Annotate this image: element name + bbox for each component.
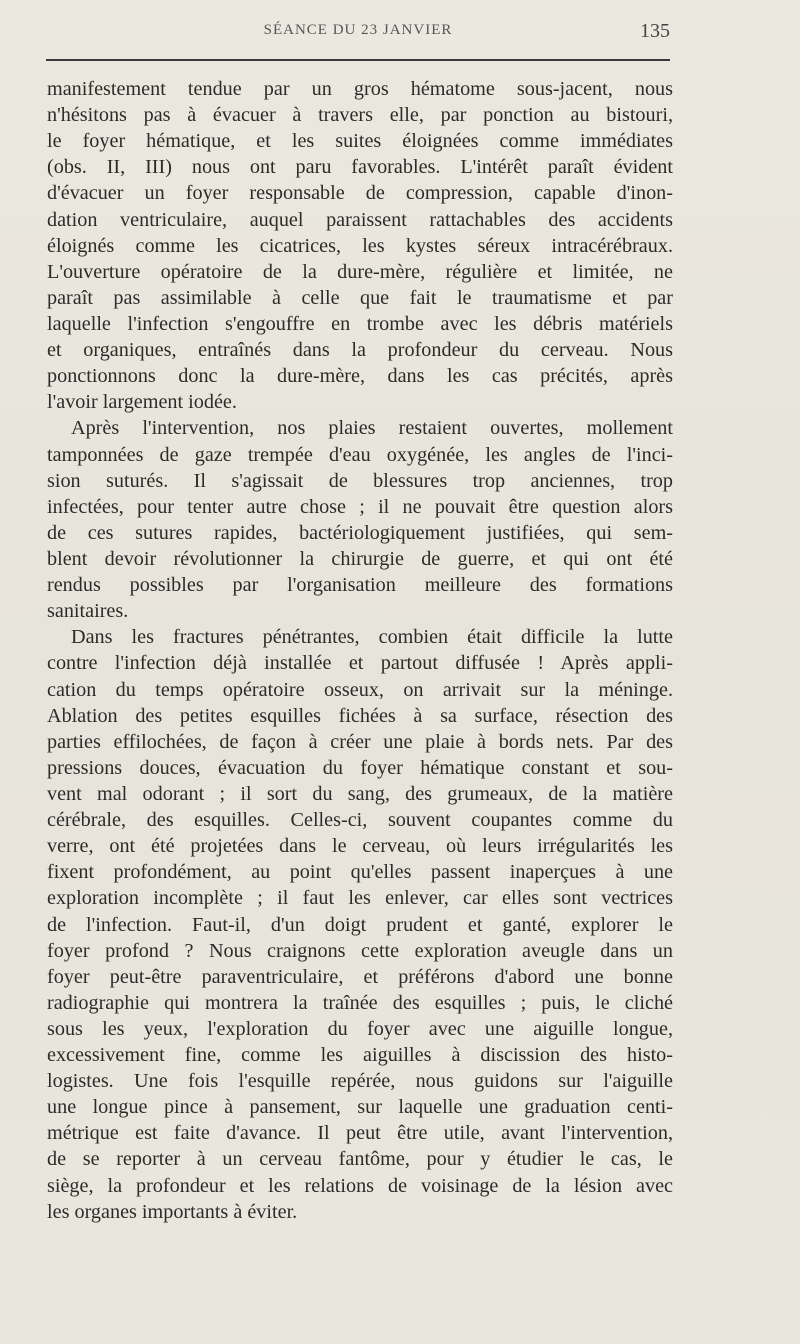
text-line: laquelle l'infection s'engouffre en trombe avec les débris matériels bbox=[47, 312, 673, 335]
text-line: Dans les fractures pénétrantes, combien était difficile la lutte bbox=[71, 626, 673, 649]
text-line: cation du temps opératoire osseux, on arrivait sur la méninge. bbox=[47, 678, 673, 701]
text-line: siège, la profondeur et les relations de voisinage de la lésion avec bbox=[47, 1174, 673, 1197]
text-line: éloignés comme les cicatrices, les kystes séreux intracérébraux. bbox=[47, 234, 673, 257]
text-line: contre l'infection déjà installée et partout diffusée ! Après appli- bbox=[47, 652, 673, 675]
text-line: d'évacuer un foyer responsable de compression, capable d'inon- bbox=[47, 182, 673, 205]
text-line: le foyer hématique, et les suites éloignées comme immédiates bbox=[47, 130, 673, 153]
text-line: sion suturés. Il s'agissait de blessures trop anciennes, trop bbox=[47, 469, 673, 492]
header-rule bbox=[46, 59, 670, 61]
text-line: logistes. Une fois l'esquille repérée, nous guidons sur l'aiguille bbox=[47, 1070, 673, 1093]
text-line: l'avoir largement iodée. bbox=[47, 391, 237, 414]
text-line: vent mal odorant ; il sort du sang, des grumeaux, de la matière bbox=[47, 782, 673, 805]
text-line: n'hésitons pas à évacuer à travers elle, par ponction au bistouri, bbox=[47, 104, 673, 127]
text-line: rendus possibles par l'organisation meilleure des formations bbox=[47, 574, 673, 597]
text-line: L'ouverture opératoire de la dure-mère, régulière et limitée, ne bbox=[47, 260, 673, 283]
text-line: foyer peut-être paraventriculaire, et préférons d'abord une bonne bbox=[47, 965, 673, 988]
text-line: et organiques, entraînés dans la profondeur du cerveau. Nous bbox=[47, 339, 673, 362]
text-line: sous les yeux, l'exploration du foyer avec une aiguille longue, bbox=[47, 1017, 673, 1040]
text-line: (obs. II, III) nous ont paru favorables. L'intérêt paraît évident bbox=[47, 156, 673, 179]
text-line: de ces sutures rapides, bactériologiquement justifiées, qui sem- bbox=[47, 521, 673, 544]
text-line: foyer profond ? Nous craignons cette exploration aveugle dans un bbox=[47, 939, 673, 962]
text-line: de l'infection. Faut-il, d'un doigt prudent et ganté, explorer le bbox=[47, 913, 673, 936]
text-line: les organes importants à éviter. bbox=[47, 1200, 298, 1223]
text-line: pressions douces, évacuation du foyer hématique constant et sou- bbox=[47, 756, 673, 779]
text-line: fixent profondément, au point qu'elles passent inaperçues à une bbox=[47, 861, 673, 884]
text-line: verre, ont été projetées dans le cerveau, où leurs irrégularités les bbox=[47, 835, 673, 858]
text-line: dation ventriculaire, auquel paraissent rattachables des accidents bbox=[47, 208, 673, 231]
running-title: SÉANCE DU 23 JANVIER bbox=[263, 22, 453, 38]
running-head bbox=[46, 18, 670, 48]
text-line: ponctionnons donc la dure-mère, dans les cas précités, après bbox=[47, 365, 673, 388]
text-line: radiographie qui montrera la traînée des esquilles ; puis, le cliché bbox=[47, 991, 673, 1014]
text-line: métrique est faite d'avance. Il peut être utile, avant l'intervention, bbox=[47, 1122, 673, 1145]
text-line: cérébrale, des esquilles. Celles-ci, souvent coupantes comme du bbox=[47, 809, 673, 832]
text-line: tamponnées de gaze trempée d'eau oxygénée, les angles de l'inci- bbox=[47, 443, 673, 466]
text-line: exploration incomplète ; il faut les enlever, car elles sont vectrices bbox=[47, 887, 673, 910]
text-line: une longue pince à pansement, sur laquelle une graduation centi- bbox=[47, 1096, 673, 1119]
text-line: infectées, pour tenter autre chose ; il ne pouvait être question alors bbox=[47, 495, 673, 518]
body-text bbox=[47, 76, 673, 1225]
page-number: 135 bbox=[640, 20, 670, 42]
text-line: de se reporter à un cerveau fantôme, pour y étudier le cas, le bbox=[47, 1148, 673, 1171]
text-line: manifestement tendue par un gros hématome sous-jacent, nous bbox=[47, 78, 673, 100]
text-line: Ablation des petites esquilles fichées à sa surface, résection des bbox=[47, 704, 673, 727]
text-line: parties effilochées, de façon à créer une plaie à bords nets. Par des bbox=[47, 730, 673, 753]
text-line: blent devoir révolutionner la chirurgie de guerre, et qui ont été bbox=[47, 547, 673, 570]
text-line: sanitaires. bbox=[47, 600, 129, 623]
text-line: Après l'intervention, nos plaies restaient ouvertes, mollement bbox=[71, 417, 673, 440]
text-line: excessivement fine, comme les aiguilles à discission des histo- bbox=[47, 1044, 673, 1067]
text-line: paraît pas assimilable à celle que fait le traumatisme et par bbox=[47, 286, 673, 309]
